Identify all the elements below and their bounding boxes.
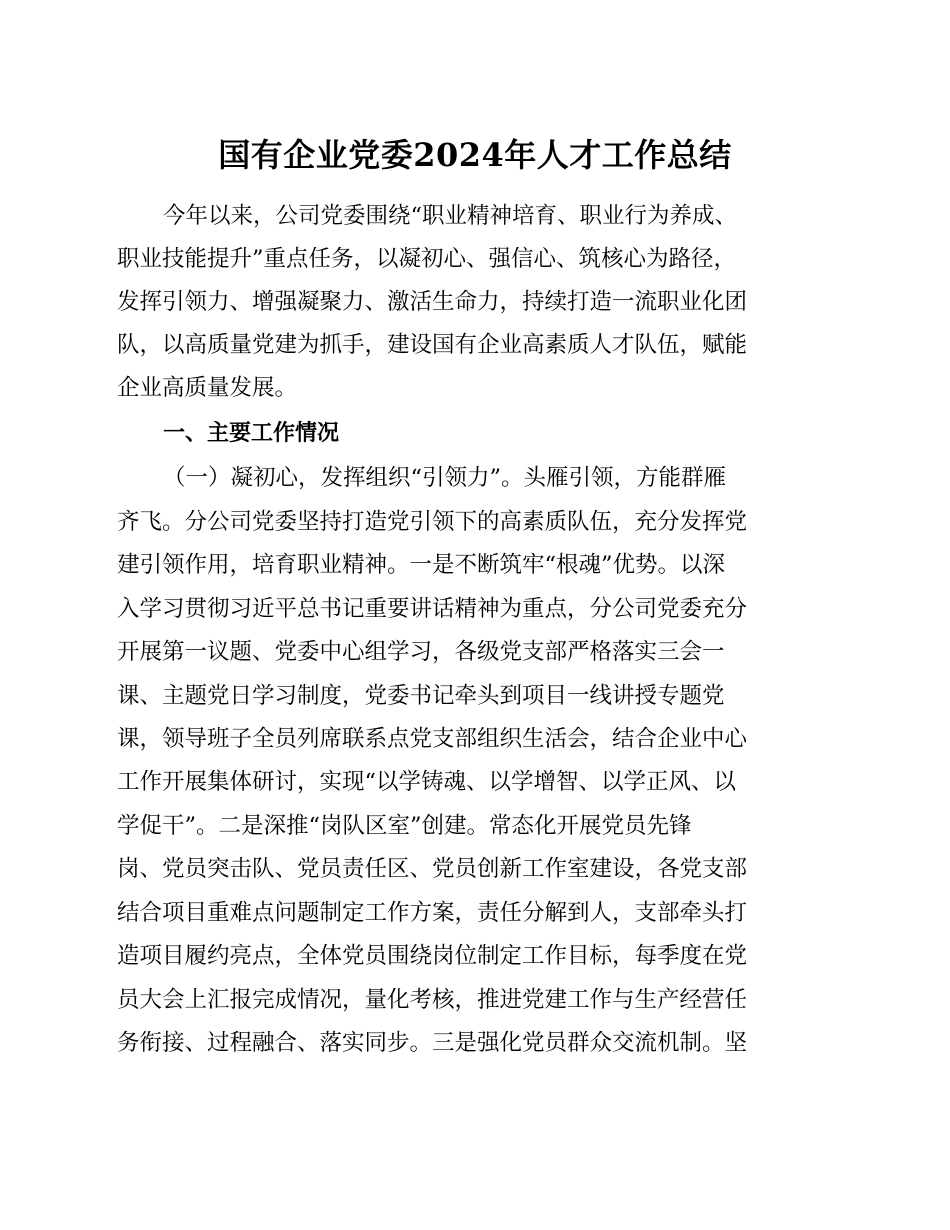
paragraph-line: 结合项目重难点问题制定工作方案，责任分解到人，支部牵头打 xyxy=(117,900,748,926)
paragraph-line: 造项目履约亮点，全体党员围绕岗位制定工作目标，每季度在党 xyxy=(117,943,748,969)
paragraph-line: 学促干”。二是深推“岗队区室”创建。常态化开展党员先锋 xyxy=(117,813,692,839)
paragraph-line: 员大会上汇报完成情况，量化考核，推进党建工作与生产经营任 xyxy=(117,987,748,1013)
paragraph-line: 建引领作用，培育职业精神。一是不断筑牢“根魂”优势。以深 xyxy=(117,552,726,578)
paragraph-line: 课，领导班子全员列席联系点党支部组织生活会，结合企业中心 xyxy=(117,726,748,752)
paragraph-line: 岗、党员突击队、党员责任区、党员创新工作室建设，各党支部 xyxy=(117,856,748,882)
document-title: 国有企业党委2024年人才工作总结 xyxy=(218,136,732,174)
paragraph-line: 企业高质量发展。 xyxy=(117,375,298,401)
section-heading: 一、主要工作情况 xyxy=(163,421,340,446)
paragraph-line: 今年以来，公司党委围绕“职业精神培育、职业行为养成、 xyxy=(163,203,738,229)
paragraph-line: 课、主题党日学习制度，党委书记牵头到项目一线讲授专题党 xyxy=(117,683,725,709)
paragraph-line: 齐飞。分公司党委坚持打造党引领下的高素质队伍，充分发挥党 xyxy=(117,509,748,535)
paragraph-line: 工作开展集体研讨，实现“以学铸魂、以学增智、以学正风、以 xyxy=(117,769,737,795)
paragraph-line: 开展第一议题、党委中心组学习，各级党支部严格落实三会一 xyxy=(117,639,725,665)
paragraph-line: 发挥引领力、增强凝聚力、激活生命力，持续打造一流职业化团 xyxy=(117,289,748,315)
paragraph-line: （一）凝初心，发挥组织“引领力”。头雁引领，方能群雁 xyxy=(163,465,727,491)
paragraph-line: 职业技能提升”重点任务，以凝初心、强信心、筑核心为路径， xyxy=(117,246,737,272)
paragraph-line: 务衔接、过程融合、落实同步。三是强化党员群众交流机制。坚 xyxy=(117,1030,748,1056)
paragraph-line: 入学习贯彻习近平总书记重要讲话精神为重点，分公司党委充分 xyxy=(117,596,748,622)
paragraph-line: 队，以高质量党建为抓手，建设国有企业高素质人才队伍，赋能 xyxy=(117,332,748,358)
